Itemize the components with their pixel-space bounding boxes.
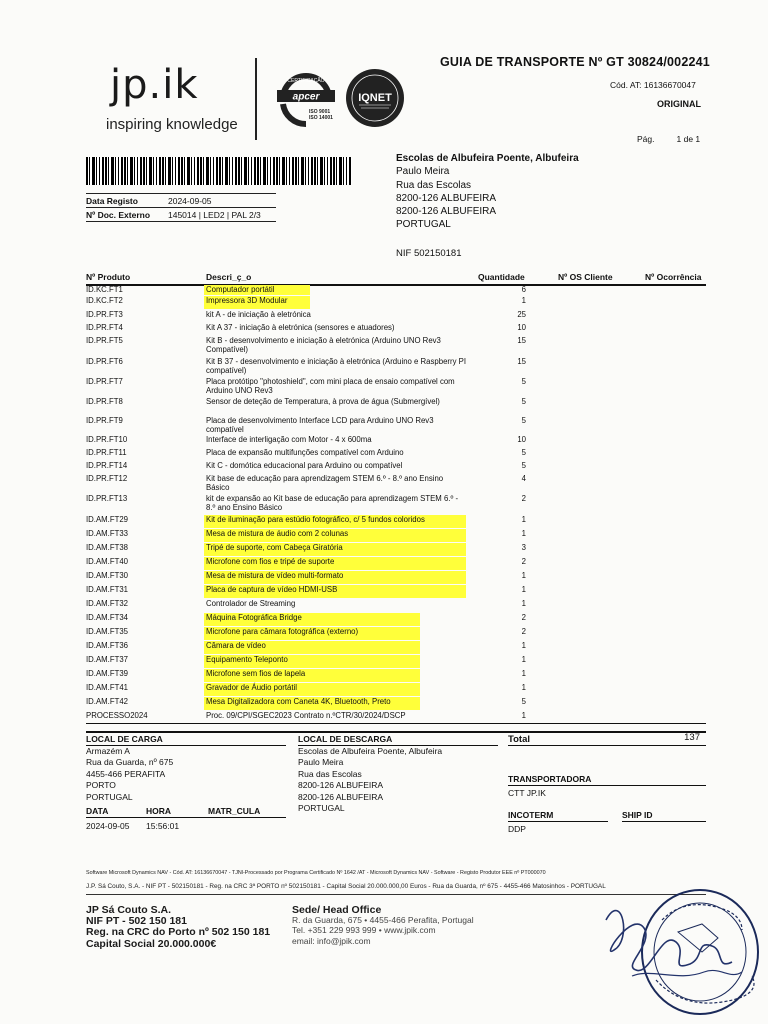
table-row	[86, 627, 706, 641]
table-row	[86, 515, 706, 529]
item-code: ID.PR.FT9	[86, 416, 123, 425]
legal-info-line: J.P. Sá Couto, S.A. - NIF PT - 502150181 - Reg. na CRC 3ª PORTO nº 502150181 - Capital Social 20.000.000,00 Euros - Rua da Guarda, nº 675 - 4455-466 Matosinhos - PORTUGAL	[86, 883, 606, 890]
item-code: PROCESSO2024	[86, 711, 148, 720]
registration-date-label: Data Registo	[86, 195, 138, 206]
item-description: Kit A 37 - iniciação à eletrónica (sensores e atuadores)	[206, 323, 395, 332]
item-description: kit A - de iniciação à eletrónica	[206, 310, 311, 319]
table-row	[86, 296, 706, 310]
item-description: Kit B - desenvolvimento e iniciação à eletrónica (Arduino UNO Rev3 Compatível)	[206, 336, 441, 354]
table-row	[86, 357, 706, 377]
company-capital: Capital Social 20.000.000€	[86, 937, 217, 950]
item-quantity: 5	[521, 397, 526, 406]
item-code: ID.AM.FT35	[86, 627, 129, 636]
item-quantity: 2	[521, 613, 526, 622]
header-divider	[255, 58, 257, 140]
item-code: ID.PR.FT7	[86, 377, 123, 386]
item-description: Kit de iluminação para estúdio fotográfico, c/ 5 fundos coloridos	[206, 515, 425, 524]
plate-label: MATR_CULA	[208, 806, 261, 816]
item-code: ID.AM.FT33	[86, 529, 129, 538]
item-quantity: 1	[521, 571, 526, 580]
item-quantity: 5	[521, 448, 526, 457]
logo-tagline: inspiring knowledge	[106, 116, 238, 133]
item-quantity: 1	[521, 599, 526, 608]
ship-id-label: SHIP ID	[622, 810, 653, 820]
item-quantity: 15	[517, 336, 526, 345]
table-row	[86, 323, 706, 336]
page-label: Pág.	[637, 134, 655, 144]
total-underline	[508, 745, 706, 746]
unloading-line: Rua das Escolas	[298, 768, 362, 779]
loading-line: Rua da Guarda, nº 675	[86, 757, 174, 768]
col-os-client: Nº OS Cliente	[558, 272, 613, 282]
recipient-name: Escolas de Albufeira Poente, Albufeira	[396, 153, 579, 164]
external-doc-label: Nº Doc. Externo	[86, 209, 151, 220]
item-code: ID.AM.FT34	[86, 613, 129, 622]
table-row	[86, 377, 706, 397]
loading-address	[86, 746, 173, 803]
item-quantity: 1	[521, 585, 526, 594]
item-quantity: 1	[521, 529, 526, 538]
unloading-line: Paulo Meira	[298, 757, 344, 768]
table-row	[86, 613, 706, 627]
svg-text:IQNET: IQNET	[358, 92, 392, 104]
table-row	[86, 285, 706, 296]
item-description: Placa de expansão multifunções compatível com Arduino	[206, 448, 404, 457]
table-row	[86, 336, 706, 357]
item-quantity: 1	[521, 683, 526, 692]
svg-text:ISO 14001: ISO 14001	[309, 115, 333, 121]
company-nif: NIF PT - 502 150 181	[86, 915, 187, 928]
item-description: Gravador de Áudio portátil	[206, 683, 298, 692]
item-code: ID.AM.FT30	[86, 571, 129, 580]
table-row	[86, 711, 706, 723]
unloading-line: 8200-126 ALBUFEIRA	[298, 780, 384, 791]
item-description: Kit C - domótica educacional para Arduino ou compatível	[206, 461, 403, 470]
item-code: ID.AM.FT40	[86, 557, 129, 566]
items-table	[86, 285, 706, 724]
company-name: JP Sá Couto S.A.	[86, 904, 171, 916]
item-code: ID.PR.FT10	[86, 435, 128, 444]
school-stamp-with-signature	[592, 880, 764, 1020]
table-row	[86, 474, 706, 494]
recipient-contact: Paulo Meira	[396, 166, 450, 178]
item-description: Microfone com fios e tripé de suporte	[206, 557, 335, 566]
recipient-street: Rua das Escolas	[396, 179, 472, 191]
col-quantity: Quantidade	[478, 272, 525, 282]
item-quantity: 2	[521, 627, 526, 636]
item-code: ID.AM.FT36	[86, 641, 129, 650]
table-bottom-rule	[86, 723, 706, 724]
loading-line: 4455-466 PERAFITA	[86, 768, 166, 779]
head-office-title: Sede/ Head Office	[292, 904, 382, 916]
item-description: Computador portátil	[206, 285, 275, 294]
recipient-nif: NIF 502150181	[396, 248, 462, 259]
carrier-underline	[508, 785, 706, 786]
loading-line: PORTO	[86, 780, 116, 791]
item-code: ID.AM.FT31	[86, 585, 129, 594]
table-row	[86, 683, 706, 697]
item-code: ID.KC.FT1	[86, 285, 123, 294]
item-quantity: 1	[521, 515, 526, 524]
at-code: Cód. AT: 16136670047	[610, 80, 696, 90]
item-quantity: 25	[517, 310, 526, 319]
item-code: ID.PR.FT5	[86, 336, 123, 345]
transport-guide-number: GUIA DE TRANSPORTE Nº GT 30824/002241	[440, 55, 710, 69]
item-quantity: 1	[521, 296, 526, 305]
item-quantity: 2	[521, 557, 526, 566]
item-code: ID.AM.FT42	[86, 697, 129, 706]
item-quantity: 5	[521, 461, 526, 470]
item-quantity: 2	[521, 494, 526, 503]
table-row	[86, 655, 706, 669]
unloading-line: 8200-126 ALBUFEIRA	[298, 791, 384, 802]
table-row	[86, 494, 706, 515]
item-description: Kit B 37 - desenvolvimento e iniciação à eletrónica (Arduino e Raspberry PI compatível)	[206, 357, 467, 375]
item-code: ID.AM.FT38	[86, 543, 129, 552]
item-description: Microfone para câmara fotográfica (externo)	[206, 627, 359, 636]
item-quantity: 15	[517, 357, 526, 366]
table-row	[86, 397, 706, 416]
dispatch-date-label: DATA	[86, 806, 109, 816]
dispatch-hour-value: 15:56:01	[146, 821, 180, 831]
item-description: Placa protótipo "photoshield", com mini placa de ensaio compatível com Arduino UNO Rev3	[206, 377, 455, 395]
page-value: 1 de 1	[676, 134, 701, 144]
registration-date-value: 2024-09-05	[168, 195, 212, 206]
item-quantity: 10	[517, 323, 526, 332]
table-row	[86, 641, 706, 655]
table-row	[86, 448, 706, 461]
item-description: Máquina Fotográfica Bridge	[206, 613, 302, 622]
loading-line: Armazém A	[86, 746, 130, 756]
item-description: Interface de interligação com Motor - 4 x 600ma	[206, 435, 372, 444]
item-description: Câmara de vídeo	[206, 641, 266, 650]
software-certification-line: Software Microsoft Dynamics NAV - Cód. AT: 16136670047 - TJNl-Processado por Programa Certificado Nº 1642 /AT - Microsoft Dynamics NAV - Software - Registo Produtor EEE nº PT000070	[86, 870, 546, 876]
item-code: ID.AM.FT39	[86, 669, 129, 678]
item-code: ID.PR.FT6	[86, 357, 123, 366]
external-doc-value: 145014 | LED2 | PAL 2/3	[168, 209, 261, 220]
head-office-address: R. da Guarda, 675 • 4455-466 Perafita, Portugal	[292, 915, 474, 926]
item-description: Impressora 3D Modular	[206, 296, 288, 305]
item-description: Mesa de mistura de áudio com 2 colunas	[206, 529, 349, 538]
item-quantity: 10	[517, 435, 526, 444]
item-quantity: 1	[521, 655, 526, 664]
recipient-country: PORTUGAL	[396, 219, 451, 231]
item-description: Proc. 09/CPI/SGEC2023 Contrato n.ºCTR/30/2024/DSCP	[206, 711, 406, 720]
table-row	[86, 543, 706, 557]
item-description: Kit base de educação para aprendizagem STEM 6.º - 8.º ano Ensino Básico	[206, 474, 444, 492]
item-code: ID.KC.FT2	[86, 296, 123, 305]
item-quantity: 5	[521, 697, 526, 706]
company-registry: Reg. na CRC do Porto nº 502 150 181	[86, 926, 271, 939]
page-number	[637, 134, 722, 144]
item-code: ID.PR.FT3	[86, 310, 123, 319]
item-quantity: 1	[521, 669, 526, 678]
recipient-postal: 8200-126 ALBUFEIRA	[396, 192, 497, 204]
col-occurrence: Nº Ocorrência	[645, 272, 702, 282]
item-description: Controlador de Streaming	[206, 599, 296, 608]
total-label: Total	[508, 734, 530, 745]
item-quantity: 3	[521, 543, 526, 552]
item-quantity: 5	[521, 377, 526, 386]
item-code: ID.PR.FT12	[86, 474, 128, 483]
item-quantity: 6	[521, 285, 526, 294]
item-code: ID.PR.FT11	[86, 448, 127, 457]
section-divider	[86, 731, 706, 733]
unloading-title: LOCAL DE DESCARGA	[298, 734, 393, 744]
svg-text:ISO 9001: ISO 9001	[309, 109, 331, 115]
item-description: Mesa de mistura de vídeo multi-formato	[206, 571, 344, 580]
svg-text:apcer: apcer	[292, 91, 320, 103]
dispatch-hour-label: HORA	[146, 806, 172, 816]
table-row	[86, 571, 706, 585]
carrier-label: TRANSPORTADORA	[508, 774, 592, 784]
item-code: ID.AM.FT41	[86, 683, 129, 692]
company-logo: jp.ik	[110, 62, 199, 108]
recipient-address	[396, 152, 579, 232]
item-description: Placa de captura de vídeo HDMI-USB	[206, 585, 338, 594]
barcode	[86, 157, 352, 185]
item-code: ID.AM.FT37	[86, 655, 129, 664]
table-row	[86, 416, 706, 435]
col-product: Nº Produto	[86, 272, 131, 282]
apcer-certification-seal	[275, 68, 337, 130]
item-description: Tripé de suporte, com Cabeça Giratória	[206, 543, 343, 552]
incoterm-value: DDP	[508, 824, 526, 834]
item-code: ID.AM.FT32	[86, 599, 129, 608]
total-value: 137	[684, 732, 700, 743]
unloading-line: PORTUGAL	[298, 803, 345, 814]
col-description: Descri_ç_o	[206, 272, 252, 282]
item-quantity: 5	[521, 416, 526, 425]
head-office-info	[292, 905, 474, 946]
item-description: Placa de desenvolvimento Interface LCD para Arduino UNO Rev3 compatível	[206, 416, 434, 434]
item-code: ID.PR.FT8	[86, 397, 123, 406]
external-doc-row	[86, 207, 276, 222]
item-code: ID.AM.FT29	[86, 515, 129, 524]
table-row	[86, 557, 706, 571]
table-row	[86, 697, 706, 711]
dispatch-underline	[86, 817, 286, 818]
item-code: ID.PR.FT4	[86, 323, 123, 332]
company-info	[86, 905, 270, 950]
loading-line: PORTUGAL	[86, 791, 133, 802]
item-quantity: 1	[521, 641, 526, 650]
item-code: ID.PR.FT14	[86, 461, 128, 470]
loading-title: LOCAL DE CARGA	[86, 734, 163, 744]
recipient-postal: 8200-126 ALBUFEIRA	[396, 206, 497, 218]
registration-box	[86, 193, 276, 222]
ship-id-underline	[622, 821, 706, 822]
carrier-value: CTT JP.IK	[508, 788, 546, 798]
unloading-line: Escolas de Albufeira Poente, Albufeira	[298, 746, 443, 756]
original-label: ORIGINAL	[657, 99, 701, 109]
iqnet-certification-seal	[345, 68, 405, 128]
table-row	[86, 461, 706, 474]
item-quantity: 1	[521, 711, 526, 720]
table-row	[86, 529, 706, 543]
incoterm-underline	[508, 821, 608, 822]
item-description: kit de expansão ao Kit base de educação para aprendizagem STEM 6.º - 8.º ano Ensino Básico	[206, 494, 459, 512]
head-office-email: email: info@jpik.com	[292, 935, 371, 946]
registration-date-row	[86, 193, 276, 207]
table-row	[86, 435, 706, 448]
item-quantity: 4	[521, 474, 526, 483]
table-row	[86, 669, 706, 683]
unloading-address	[298, 746, 442, 814]
incoterm-label: INCOTERM	[508, 810, 554, 820]
item-description: Sensor de deteção de Temperatura, à prova de água (Submergível)	[206, 397, 440, 406]
items-table-header	[86, 272, 706, 286]
dispatch-date-value: 2024-09-05	[86, 821, 130, 831]
head-office-contact: Tel. +351 229 993 999 • www.jpik.com	[292, 925, 436, 936]
table-row	[86, 585, 706, 599]
svg-text:CERTIFICAÇÃO: CERTIFICAÇÃO	[287, 78, 325, 84]
table-row	[86, 599, 706, 613]
item-description: Mesa Digitalizadora com Caneta 4K, Bluetooth, Preto	[206, 697, 391, 706]
item-description: Microfone sem fios de lapela	[206, 669, 306, 678]
item-description: Equipamento Teleponto	[206, 655, 288, 664]
item-code: ID.PR.FT13	[86, 494, 128, 503]
table-row	[86, 310, 706, 323]
